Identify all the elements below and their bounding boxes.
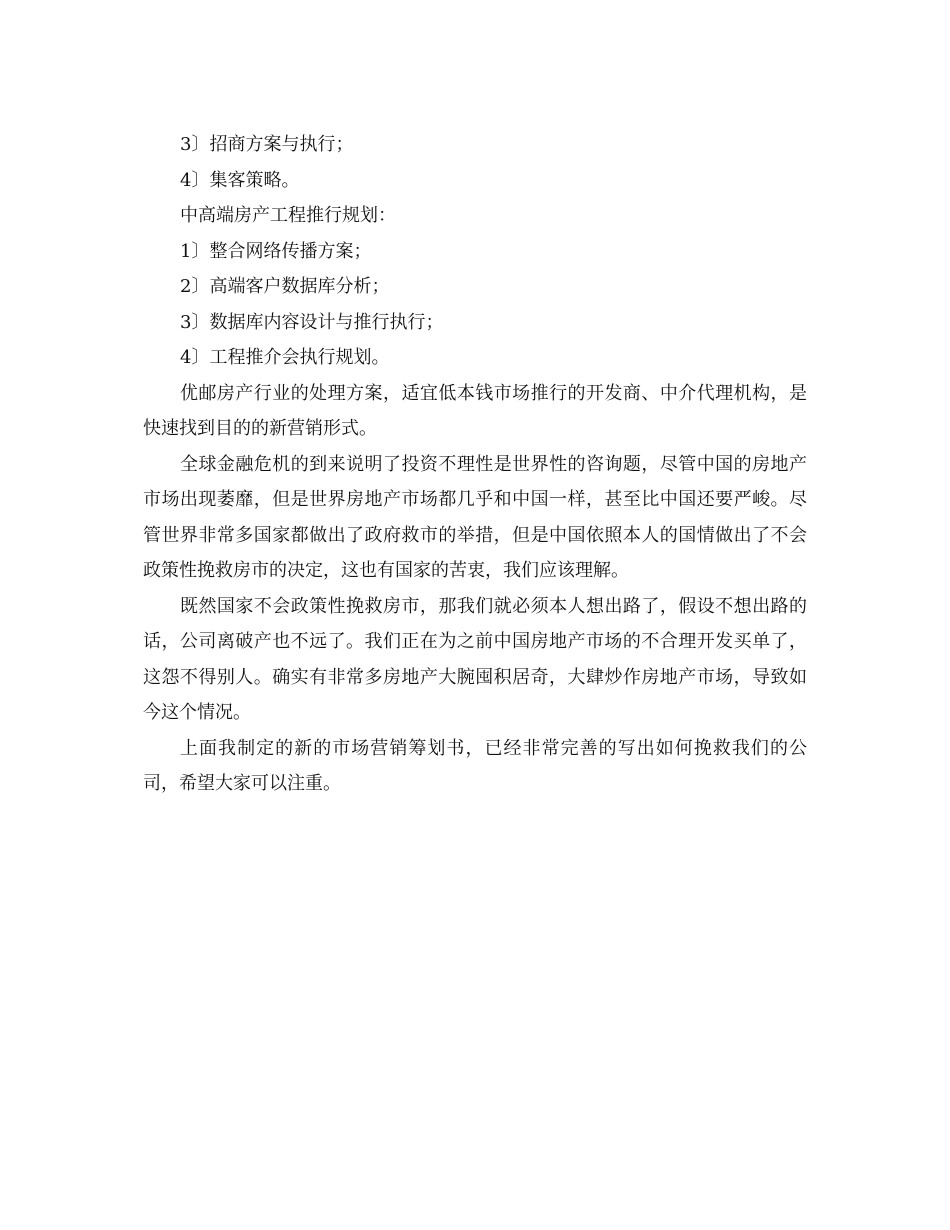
body-paragraph: 上面我制定的新的市场营销筹划书，已经非常完善的写出如何挽救我们的公司，希望大家可以注重。 bbox=[143, 737, 807, 794]
document-body bbox=[143, 127, 807, 802]
list-item-launch-event: 4〕工程推介会执行规划。 bbox=[180, 347, 390, 368]
list-item-investment-plan: 3〕招商方案与执行； bbox=[180, 134, 354, 155]
section-heading: 中高端房产工程推行规划： bbox=[180, 205, 396, 226]
body-paragraph: 优邮房产行业的处理方案，适宜低本钱市场推行的开发商、中介代理机构，是快速找到目的的新营销形式。 bbox=[143, 382, 807, 439]
body-paragraph: 全球金融危机的到来说明了投资不理性是世界性的咨询题，尽管中国的房地产市场出现萎靡，但是世界房地产市场都几乎和中国一样，甚至比中国还要严峻。尽管世界非常多国家都做出了政府救市的举措，但是中国依照本人的国情做出了不会政策性挽救房市的决定，这也有国家的苦衷，我们应该理解。 bbox=[143, 453, 807, 581]
list-item-network-plan: 1〕整合网络传播方案； bbox=[180, 240, 372, 262]
list-item-database-analysis: 2〕高端客户数据库分析； bbox=[180, 276, 390, 297]
list-item-customer-strategy: 4〕集客策略。 bbox=[180, 169, 300, 191]
body-paragraph: 既然国家不会政策性挽救房市，那我们就必须本人想出路了，假设不想出路的话，公司离破产也不远了。我们正在为之前中国房地产市场的不合理开发买单了，这怨不得别人。确实有非常多房地产大腕囤积居奇，大肆炒作房地产市场，导致如今这个情况。 bbox=[143, 595, 807, 723]
list-item-database-design: 3〕数据库内容设计与推行执行； bbox=[180, 311, 444, 333]
